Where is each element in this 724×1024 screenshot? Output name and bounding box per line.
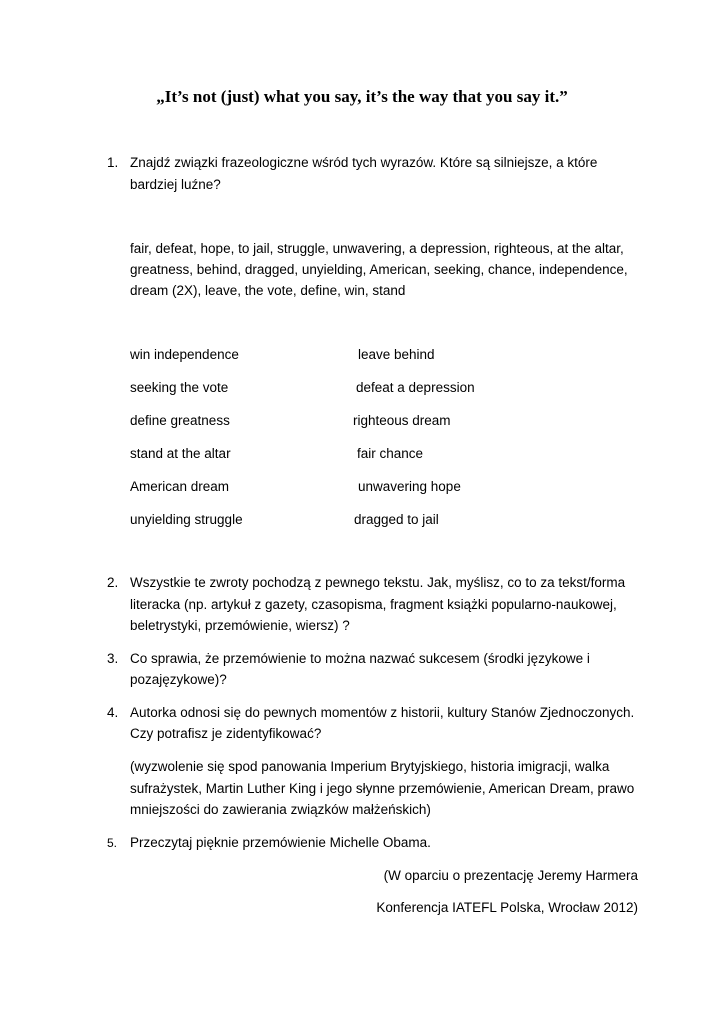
collocation-left: American dream <box>130 479 230 494</box>
collocation-right: defeat a depression <box>356 380 475 395</box>
collocation-pair <box>130 344 650 366</box>
collocation-right: fair chance <box>357 446 424 461</box>
q3-line-1: Co sprawia, że przemówienie to można nazwać sukcesem (środki językowe i <box>130 651 590 666</box>
collocation-left: stand at the altar <box>130 446 231 461</box>
q1-number: 1. <box>107 155 119 170</box>
q4-number: 4. <box>107 705 119 720</box>
collocation-pair <box>130 410 650 432</box>
document-title: „It’s not (just) what you say, it’s the way that you say it.” <box>156 87 568 106</box>
collocation-right: unwavering hope <box>358 479 461 494</box>
q4-line-2: Czy potrafisz je zidentyfikować? <box>130 726 322 741</box>
collocation-right: dragged to jail <box>354 512 439 527</box>
word-list-line-1: fair, defeat, hope, to jail, struggle, unwavering, a depression, righteous, at the altar, <box>130 241 624 256</box>
collocation-left: seeking the vote <box>130 380 229 395</box>
q2-line-1: Wszystkie te zwroty pochodzą z pewnego tekstu. Jak, myślisz, co to za tekst/forma <box>130 575 626 590</box>
q2-line-2: literacka (np. artykuł z gazety, czasopisma, fragment książki popularno-naukowej, <box>130 597 617 612</box>
collocation-left: unyielding struggle <box>130 512 243 527</box>
collocation-pair <box>130 509 650 531</box>
q1-line-2: bardziej luźne? <box>130 177 221 192</box>
credit-line-1: (W oparciu o prezentację Jeremy Harmera <box>383 868 638 883</box>
q4-hint-line-2: sufrażystek, Martin Luther King i jego słynne przemówienie, American Dream, prawo <box>130 781 635 796</box>
collocation-left: define greatness <box>130 413 230 428</box>
q4-hint-line-1: (wyzwolenie się spod panowania Imperium Brytyjskiego, historia imigracji, walka <box>130 759 610 774</box>
word-list-line-2: greatness, behind, dragged, unyielding, American, seeking, chance, independence, <box>130 262 628 277</box>
q5-line-1: Przeczytaj pięknie przemówienie Michelle Obama. <box>130 835 431 850</box>
q3-line-2: pozajęzykowe)? <box>130 672 227 687</box>
q3-number: 3. <box>107 651 119 666</box>
collocation-pair <box>130 476 650 498</box>
word-list-line-3: dream (2X), leave, the vote, define, win, stand <box>130 283 406 298</box>
q4-hint-line-3: mniejszości do zawierania związków małżeńskich) <box>130 802 431 817</box>
collocation-pair <box>130 377 650 399</box>
credit-line-2: Konferencja IATEFL Polska, Wrocław 2012) <box>376 900 638 915</box>
q4-line-1: Autorka odnosi się do pewnych momentów z historii, kultury Stanów Zjednoczonych. <box>130 705 635 720</box>
q2-number: 2. <box>107 575 119 590</box>
q5-number: 5. <box>107 836 118 850</box>
collocation-right: righteous dream <box>353 413 451 428</box>
collocation-left: win independence <box>130 347 239 362</box>
collocation-pair <box>130 443 650 465</box>
q2-line-3: beletrystyki, przemówienie, wiersz) ? <box>130 618 350 633</box>
collocation-right: leave behind <box>358 347 435 362</box>
q1-line-1: Znajdź związki frazeologiczne wśród tych wyrazów. Które są silniejsze, a które <box>130 155 598 170</box>
